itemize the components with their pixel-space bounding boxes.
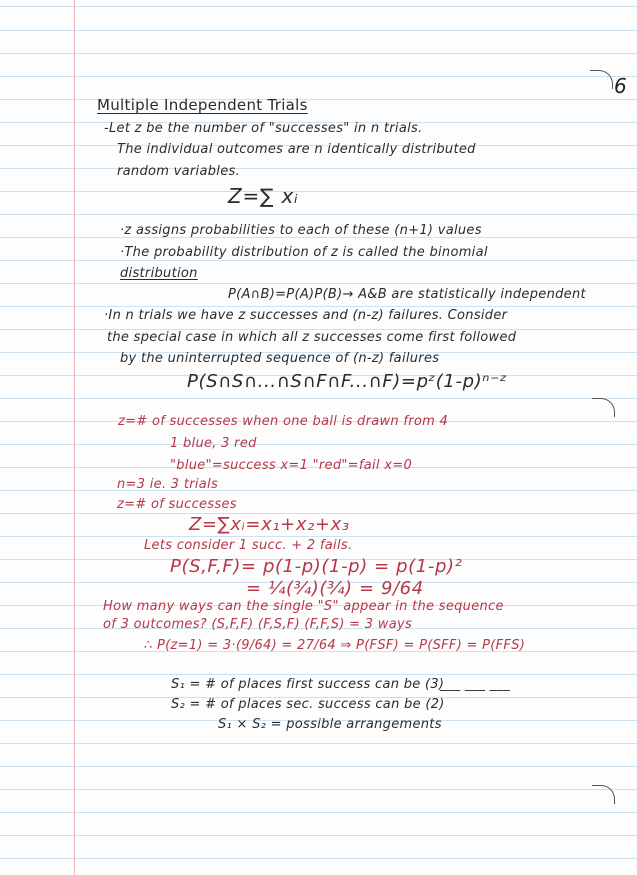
example-line: Lets consider 1 succ. + 2 fails. — [144, 538, 353, 553]
note-line: the special case in which all z successes come first followed — [107, 330, 517, 345]
formula: P(A∩B)=P(A)P(B)→ A&B are statistically independent — [228, 287, 586, 302]
note-line: distribution — [120, 266, 198, 281]
example-line: ∴ P(z=1) = 3·(9/64) = 27/64 ⇒ P(FSF) = P(SFF) = P(FFS) — [144, 638, 526, 653]
margin-line — [74, 0, 75, 875]
note-line: ·z assigns probabilities to each of these (n+1) values — [120, 223, 482, 238]
note-line: S₁ × S₂ = possible arrangements — [218, 717, 442, 732]
example-line: n=3 ie. 3 trials — [117, 477, 219, 492]
example-line: z=# of successes — [117, 497, 237, 512]
page-title: Multiple Independent Trials — [97, 96, 308, 114]
example-line: How many ways can the single "S" appear in the sequence — [103, 599, 504, 614]
note-line: ·The probability distribution of z is called the binomial — [120, 245, 488, 260]
example-line: 1 blue, 3 red — [170, 436, 257, 451]
example-line: z=# of successes when one ball is drawn from 4 — [118, 414, 449, 429]
page-number: 6 — [614, 74, 627, 98]
note-line: -Let z be the number of "successes" in n trials. — [104, 121, 423, 136]
example-formula: Z=∑xᵢ=x₁+x₂+x₃ — [189, 514, 350, 535]
formula: P(S∩S∩...∩S∩F∩F...∩F)=pᶻ(1-p)ⁿ⁻ᶻ — [187, 371, 508, 392]
page-curl-mark — [592, 785, 615, 804]
example-formula: = ¼(¾)(¾) = 9/64 — [246, 578, 424, 599]
example-line: of 3 outcomes? (S,F,F) (F,S,F) (F,F,S) = 3 ways — [103, 617, 413, 632]
note-line: S₂ = # of places sec. success can be (2) — [171, 697, 445, 712]
page-curl-mark — [590, 70, 613, 89]
note-line: by the uninterrupted sequence of (n-z) failures — [120, 351, 440, 366]
blank-slots: ___ ___ ___ — [440, 677, 511, 692]
note-line: random variables. — [117, 164, 241, 179]
example-line: "blue"=success x=1 "red"=fail x=0 — [170, 458, 413, 473]
note-line: The individual outcomes are n identically distributed — [117, 142, 476, 157]
formula: Z=∑ xᵢ — [228, 184, 299, 208]
page-curl-mark — [592, 398, 615, 417]
note-line: ·In n trials we have z successes and (n-z) failures. Consider — [104, 308, 508, 323]
note-line: S₁ = # of places first success can be (3) — [171, 677, 445, 692]
example-formula: P(S,F,F)= p(1-p)(1-p) = p(1-p)² — [170, 556, 463, 577]
